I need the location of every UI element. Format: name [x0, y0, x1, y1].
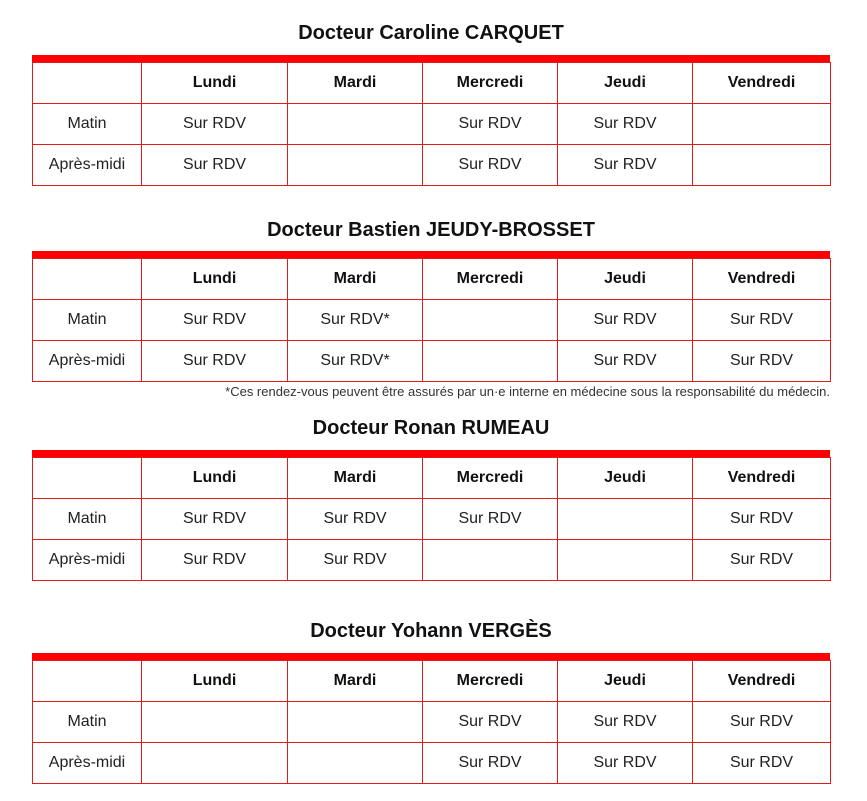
slot-cell: Sur RDV [693, 300, 831, 341]
table-row [33, 104, 831, 145]
slot-cell [288, 104, 423, 145]
slot-cell [288, 743, 423, 784]
day-header: Mardi [288, 63, 423, 104]
slot-cell [423, 300, 558, 341]
slot-cell: Sur RDV [558, 104, 693, 145]
table-row [33, 702, 831, 743]
slot-cell: Sur RDV [423, 499, 558, 540]
corner-cell [33, 63, 142, 104]
day-header: Lundi [142, 661, 288, 702]
slot-cell: Sur RDV [142, 300, 288, 341]
slot-cell: Sur RDV [693, 540, 831, 581]
slot-cell: Sur RDV [558, 702, 693, 743]
corner-cell [33, 458, 142, 499]
schedule-table [32, 258, 831, 382]
slot-cell: Sur RDV [558, 743, 693, 784]
day-header: Vendredi [693, 63, 831, 104]
day-header: Mercredi [423, 661, 558, 702]
slot-cell: Sur RDV [142, 145, 288, 186]
slot-cell [693, 145, 831, 186]
table-header-row [33, 661, 831, 702]
day-header: Jeudi [558, 661, 693, 702]
table-row [33, 300, 831, 341]
slot-cell [693, 104, 831, 145]
slot-cell: Sur RDV [423, 743, 558, 784]
day-header: Mercredi [423, 458, 558, 499]
slot-cell: Sur RDV [142, 341, 288, 382]
schedule-table [32, 457, 831, 581]
slot-cell: Sur RDV [693, 743, 831, 784]
slot-cell: Sur RDV [142, 499, 288, 540]
row-label: Après-midi [33, 540, 142, 581]
day-header: Jeudi [558, 259, 693, 300]
slot-cell: Sur RDV [288, 540, 423, 581]
day-header: Vendredi [693, 661, 831, 702]
slot-cell: Sur RDV [142, 104, 288, 145]
slot-cell: Sur RDV [423, 702, 558, 743]
table-header-row [33, 63, 831, 104]
slot-cell [142, 702, 288, 743]
schedule-table-wrap [32, 251, 830, 382]
schedule-table-wrap [32, 55, 830, 186]
day-header: Vendredi [693, 259, 831, 300]
slot-cell: Sur RDV [423, 104, 558, 145]
day-header: Mercredi [423, 63, 558, 104]
slot-cell: Sur RDV [288, 499, 423, 540]
schedule-table [32, 62, 831, 186]
row-label: Matin [33, 702, 142, 743]
slot-cell: Sur RDV [423, 145, 558, 186]
doctor-name: Docteur Bastien JEUDY-BROSSET [267, 219, 595, 241]
day-header: Jeudi [558, 63, 693, 104]
doctor-name: Docteur Ronan RUMEAU [312, 417, 550, 439]
row-label: Matin [33, 300, 142, 341]
slot-cell: Sur RDV [142, 540, 288, 581]
slot-cell: Sur RDV* [288, 341, 423, 382]
schedule-table-wrap [32, 450, 830, 581]
slot-cell [288, 702, 423, 743]
day-header: Mardi [288, 661, 423, 702]
table-header-row [33, 458, 831, 499]
table-header-row [33, 259, 831, 300]
table-row [33, 540, 831, 581]
day-header: Mardi [288, 458, 423, 499]
slot-cell: Sur RDV [558, 341, 693, 382]
slot-cell [423, 540, 558, 581]
slot-cell: Sur RDV [693, 341, 831, 382]
footnote: *Ces rendez-vous peuvent être assurés par un·e interne en médecine sous la responsabilité du médecin. [225, 384, 830, 399]
row-label: Matin [33, 499, 142, 540]
slot-cell: Sur RDV [558, 300, 693, 341]
day-header: Mercredi [423, 259, 558, 300]
slot-cell [288, 145, 423, 186]
table-row [33, 341, 831, 382]
day-header: Vendredi [693, 458, 831, 499]
doctor-name: Docteur Yohann VERGÈS [310, 620, 552, 642]
schedule-table [32, 660, 831, 784]
table-row [33, 145, 831, 186]
corner-cell [33, 259, 142, 300]
schedule-table-wrap [32, 653, 830, 784]
slot-cell: Sur RDV* [288, 300, 423, 341]
slot-cell [142, 743, 288, 784]
slot-cell [558, 540, 693, 581]
day-header: Lundi [142, 458, 288, 499]
day-header: Lundi [142, 63, 288, 104]
row-label: Après-midi [33, 743, 142, 784]
slot-cell: Sur RDV [693, 499, 831, 540]
row-label: Après-midi [33, 145, 142, 186]
doctor-name: Docteur Caroline CARQUET [298, 22, 564, 44]
day-header: Lundi [142, 259, 288, 300]
table-row [33, 499, 831, 540]
row-label: Matin [33, 104, 142, 145]
table-row [33, 743, 831, 784]
slot-cell [423, 341, 558, 382]
slot-cell: Sur RDV [558, 145, 693, 186]
slot-cell: Sur RDV [693, 702, 831, 743]
day-header: Mardi [288, 259, 423, 300]
row-label: Après-midi [33, 341, 142, 382]
slot-cell [558, 499, 693, 540]
day-header: Jeudi [558, 458, 693, 499]
corner-cell [33, 661, 142, 702]
